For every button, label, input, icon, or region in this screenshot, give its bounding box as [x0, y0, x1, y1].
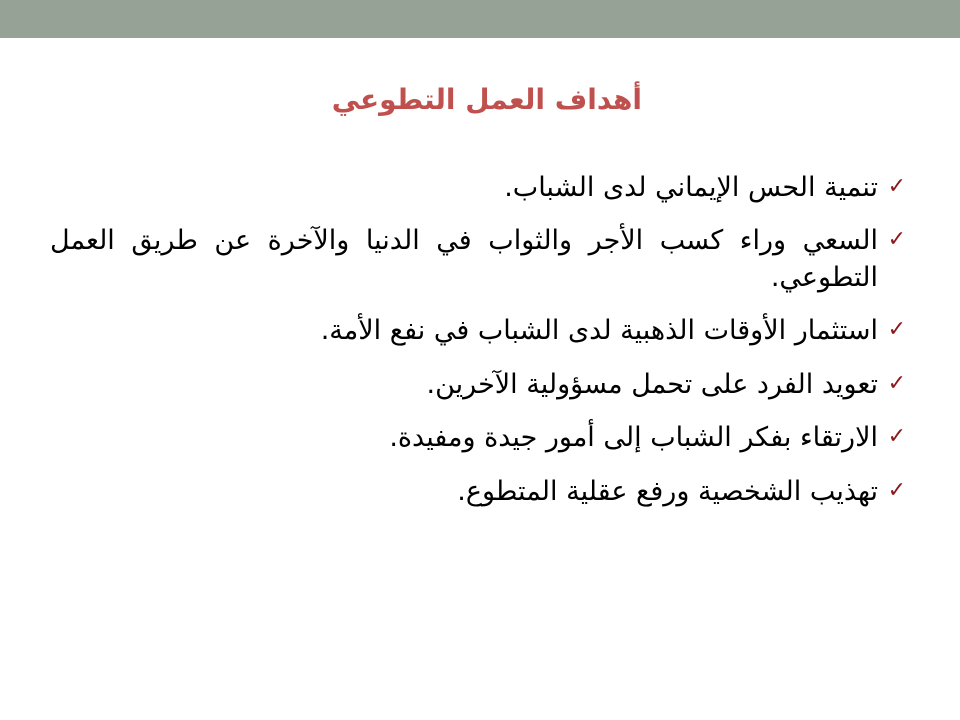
- bullet-text: الارتقاء بفكر الشباب إلى أمور جيدة ومفيدة.: [389, 422, 878, 454]
- bullet-item: [50, 474, 910, 510]
- check-mark-icon: ✓: [887, 227, 906, 253]
- slide-title: أهداف العمل التطوعي: [331, 83, 642, 116]
- bullet-text: استثمار الأوقات الذهبية لدى الشباب في نفع الأمة.: [320, 315, 878, 347]
- bullet-list: [50, 170, 910, 527]
- bullet-text: السعي وراء كسب الأجر والثواب في الدنيا والآخرة عن طريق العمل التطوعي.: [50, 225, 878, 293]
- bullet-item: [50, 170, 910, 206]
- check-mark-icon: ✓: [887, 477, 906, 503]
- slide-top-bar: [0, 0, 960, 38]
- bullet-item: [50, 367, 910, 403]
- bullet-text: تنمية الحس الإيماني لدى الشباب.: [504, 172, 878, 203]
- bullet-item: [50, 313, 910, 349]
- check-mark-icon: ✓: [887, 174, 906, 199]
- check-mark-icon: ✓: [887, 317, 906, 343]
- bullet-item: [50, 223, 910, 296]
- check-mark-icon: ✓: [887, 424, 906, 450]
- bullet-text: تهذيب الشخصية ورفع عقلية المتطوع.: [457, 475, 878, 507]
- bullet-text: تعويد الفرد على تحمل مسؤولية الآخرين.: [426, 368, 878, 400]
- check-mark-icon: ✓: [887, 370, 906, 396]
- bullet-item: [50, 420, 910, 456]
